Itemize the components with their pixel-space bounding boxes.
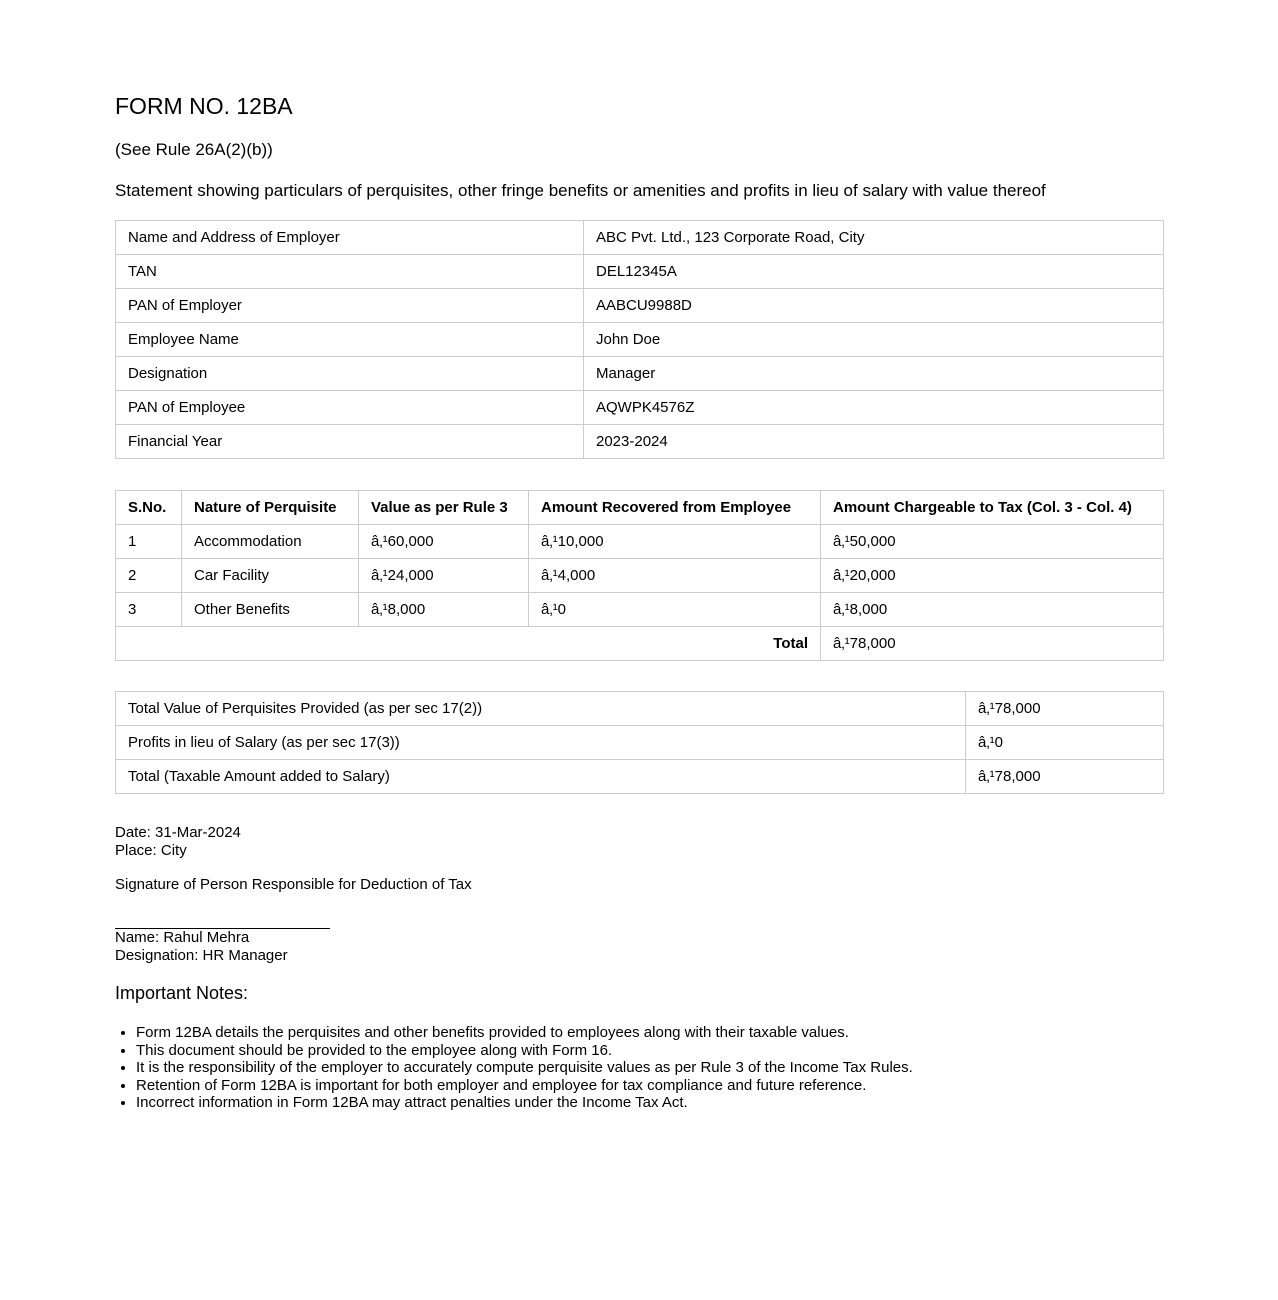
rule-reference: (See Rule 26A(2)(b)) [115,140,273,159]
employer-employee-details-table [115,220,1164,459]
date-place-block [115,824,1163,860]
signature-caption: Signature of Person Responsible for Deduction of Tax [115,876,472,893]
summary-row [116,760,1164,794]
note-item: • Form 12BA details the perquisites and other benefits provided to employees along with their taxable values. [136,1024,1163,1042]
detail-label: Financial Year [116,425,584,459]
recovered-cell: â‚¹0 [529,593,821,627]
form-description: Statement showing particulars of perquisites, other fringe benefits or amenities and profits in lieu of salary with value thereof [115,181,1046,200]
summary-value: â‚¹0 [966,726,1164,760]
detail-row [116,323,1164,357]
perquisite-row [116,559,1164,593]
perquisite-row [116,593,1164,627]
note-item: • Incorrect information in Form 12BA may attract penalties under the Income Tax Act. [136,1094,1163,1112]
detail-label: PAN of Employee [116,391,584,425]
value-cell: â‚¹8,000 [359,593,529,627]
detail-label: Designation [116,357,584,391]
column-header: Amount Recovered from Employee [529,491,821,525]
value-cell: â‚¹60,000 [359,525,529,559]
detail-label: Employee Name [116,323,584,357]
detail-label: Name and Address of Employer [116,221,584,255]
summary-label: Total Value of Perquisites Provided (as per sec 17(2)) [116,692,966,726]
detail-value: John Doe [584,323,1164,357]
detail-label: PAN of Employer [116,289,584,323]
detail-value: ABC Pvt. Ltd., 123 Corporate Road, City [584,221,1164,255]
signer-designation: Designation: HR Manager [115,947,288,964]
value-cell: â‚¹24,000 [359,559,529,593]
column-header: Nature of Perquisite [182,491,359,525]
place-line: Place: City [115,842,187,859]
summary-row [116,692,1164,726]
summary-value: â‚¹78,000 [966,692,1164,726]
signer-name: Name: Rahul Mehra [115,929,250,946]
sno-cell: 2 [116,559,182,593]
detail-row [116,289,1164,323]
chargeable-cell: â‚¹50,000 [821,525,1164,559]
notes-list [115,1024,1163,1112]
note-item: • This document should be provided to the employee along with Form 16. [136,1042,1163,1060]
column-header: Value as per Rule 3 [359,491,529,525]
notes-heading: Important Notes: [115,983,249,1003]
detail-row [116,255,1164,289]
chargeable-cell: â‚¹8,000 [821,593,1164,627]
detail-row [116,391,1164,425]
sno-cell: 3 [116,593,182,627]
form-title: FORM NO. 12BA [115,93,293,119]
summary-label: Profits in lieu of Salary (as per sec 17(3)) [116,726,966,760]
column-header: S.No. [116,491,182,525]
perquisites-table [115,490,1164,661]
signature-section [115,824,1163,965]
summary-table [115,691,1164,794]
total-row [116,627,1164,661]
column-header: Amount Chargeable to Tax (Col. 3 - Col. 4) [821,491,1164,525]
detail-label: TAN [116,255,584,289]
summary-label: Total (Taxable Amount added to Salary) [116,760,966,794]
detail-value: DEL12345A [584,255,1164,289]
summary-value: â‚¹78,000 [966,760,1164,794]
detail-value: AQWPK4576Z [584,391,1164,425]
detail-value: 2023-2024 [584,425,1164,459]
detail-value: AABCU9988D [584,289,1164,323]
detail-row [116,221,1164,255]
nature-cell: Accommodation [182,525,359,559]
detail-row [116,357,1164,391]
chargeable-cell: â‚¹20,000 [821,559,1164,593]
date-line: Date: 31-Mar-2024 [115,824,241,841]
detail-value: Manager [584,357,1164,391]
sno-cell: 1 [116,525,182,559]
nature-cell: Car Facility [182,559,359,593]
perquisites-header-row [116,491,1164,525]
perquisite-row [116,525,1164,559]
detail-row [116,425,1164,459]
recovered-cell: â‚¹4,000 [529,559,821,593]
total-label: Total [116,627,821,661]
note-item: • Retention of Form 12BA is important for both employer and employee for tax compliance and future reference. [136,1077,1163,1095]
recovered-cell: â‚¹10,000 [529,525,821,559]
summary-row [116,726,1164,760]
note-item: • It is the responsibility of the employer to accurately compute perquisite values as per Rule 3 of the Income Tax Rules. [136,1059,1163,1077]
nature-cell: Other Benefits [182,593,359,627]
total-value: â‚¹78,000 [821,627,1164,661]
